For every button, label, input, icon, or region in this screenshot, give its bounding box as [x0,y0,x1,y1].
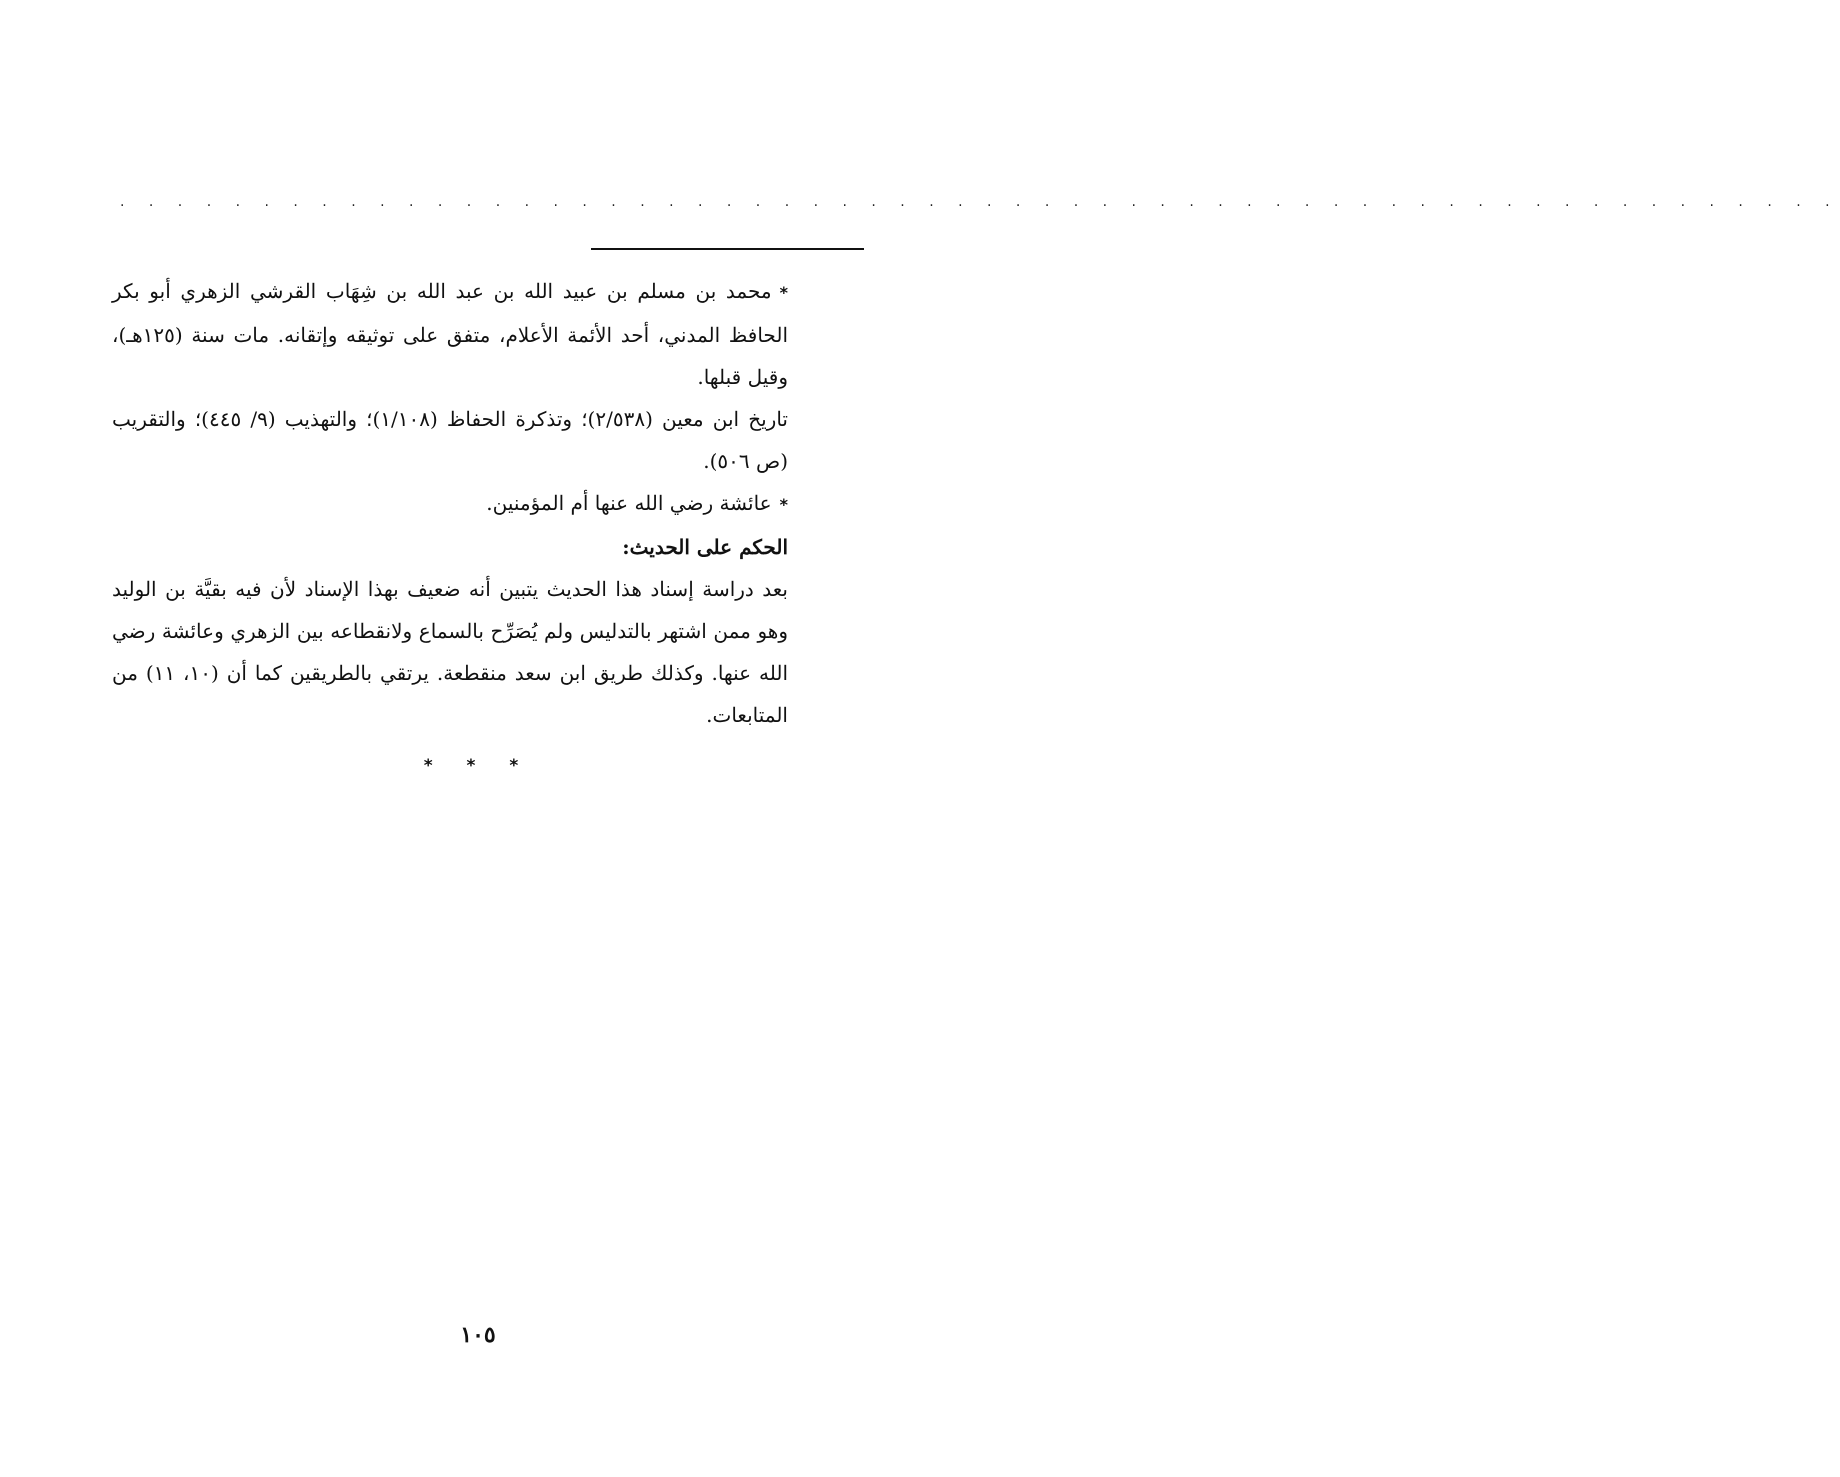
page-number: ١٠٥ [460,1322,496,1348]
asterisk-marker: * [779,283,788,302]
page-content [112,270,788,736]
footnote-zuhri-biography [112,270,788,398]
ruling-paragraph: بعد دراسة إسناد هذا الحديث يتبين أنه ضعيف بهذا الإسناد لأن فيه بقيَّة بن الوليد وهو ممن اشتهر بالتدليس ولم يُصَرِّح بالسماع ولانقطاعه بين الزهري وعائشة رضي الله عنها. وكذلك طريق ابن سعد منقطعة. يرتقي بالطريقين كما أن (١٠، ١١) من المتابعات. [112,577,789,727]
footnote-text: محمد بن مسلم بن عبيد الله بن عبد الله بن شِهَاب القرشي الزهري أبو بكر الحافظ المدني، أحد الأئمة الأعلام، متفق على توثيقه وإتقانه. مات سنة (١٢٥هـ)، وقيل قبلها. [112,279,788,389]
footnote-rule [591,248,864,250]
asterisk-marker: * [779,495,788,514]
footnote-aisha-biography [112,482,788,526]
section-separator: * * * [423,756,533,776]
footnote-zuhri-sources: تاريخ ابن معين (٢/٥٣٨)؛ وتذكرة الحفاظ (١/١٠٨)؛ والتهذيب (٩/ ٤٤٥)؛ والتقريب (ص ٥٠٦). [112,407,788,473]
ruling-heading: الحكم على الحديث: [622,535,788,559]
footnote-text: عائشة رضي الله عنها أم المؤمنين. [486,491,772,515]
dotted-divider: · · · · · · · · · · · · · · · · · · · · · · · · · · · · · · · · · · · · · · · · · · · · · · · · · · · · · · · · · · · · [120,198,1840,214]
